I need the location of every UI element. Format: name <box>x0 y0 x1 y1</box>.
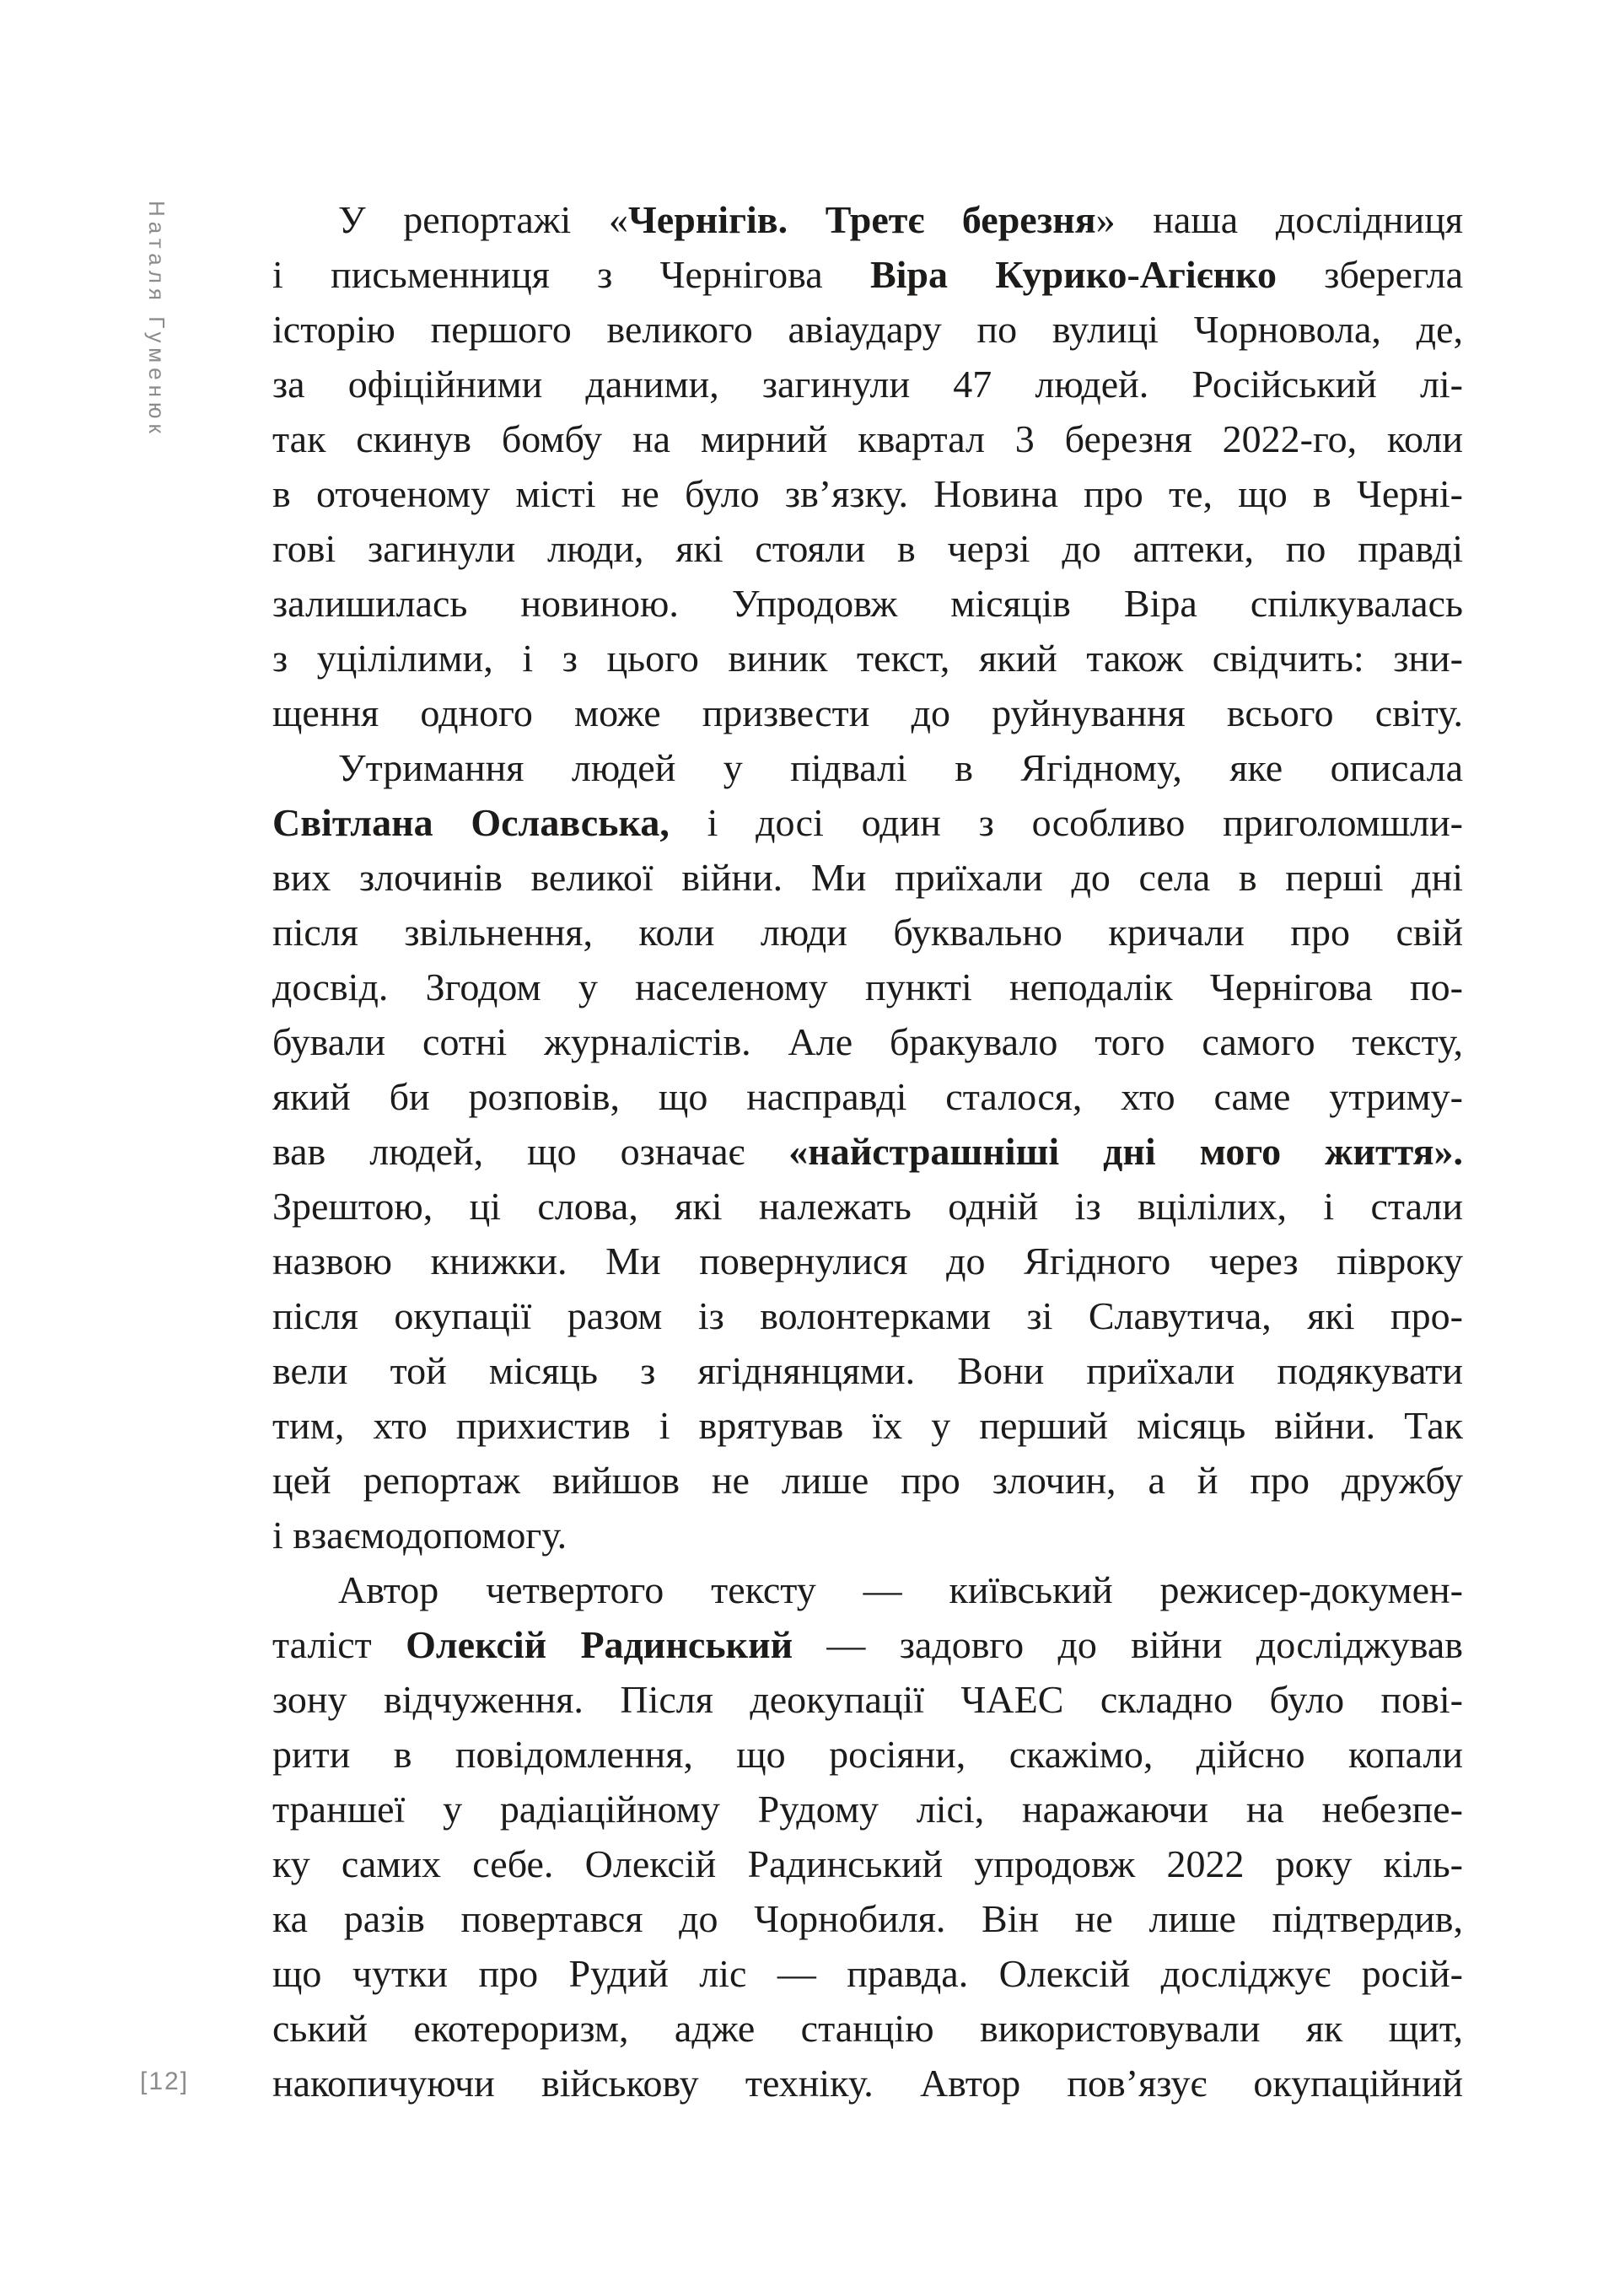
text-span: з уцілілими, і з цього виник текст, який також свідчить: зни- <box>272 637 1463 680</box>
text-line <box>272 247 1463 302</box>
text-line <box>272 686 1463 740</box>
text-span: історію першого великого авіаудару по вулиці Чорновола, де, <box>272 308 1463 351</box>
text-span: » наша дослідниця <box>1095 198 1463 241</box>
text-line <box>272 1727 1463 1782</box>
text-line <box>272 740 1463 795</box>
text-span: вав людей, що означає <box>272 1130 789 1173</box>
text-span: Автор четвертого тексту — київський режисер-докумен- <box>338 1568 1463 1611</box>
paragraph <box>272 192 1463 740</box>
bold-text: «найстрашніші дні мого життя». <box>788 1130 1463 1173</box>
text-span: назвою книжки. Ми повернулися до Ягідного через півроку <box>272 1239 1463 1282</box>
text-span: і досі один з особливо приголомшли- <box>669 801 1464 844</box>
text-span: зону відчуження. Після деокупації ЧАЕС складно було пові- <box>272 1678 1463 1721</box>
text-span: рити в повідомлення, що росіяни, скажімо, дійсно копали <box>272 1733 1463 1776</box>
text-line <box>272 521 1463 576</box>
bold-text: Світлана Ославська, <box>272 801 670 844</box>
text-span: траншеї у радіаційному Рудому лісі, наражаючи на небезпе- <box>272 1788 1463 1831</box>
text-line <box>272 1343 1463 1398</box>
text-span: — задовго до війни досліджував <box>793 1623 1463 1666</box>
text-line <box>272 1617 1463 1672</box>
text-span: що чутки про Рудий ліс — правда. Олексій досліджує росій- <box>272 1952 1463 1995</box>
text-span: У репортажі « <box>338 198 629 241</box>
text-line <box>272 411 1463 466</box>
text-span: зберегла <box>1276 253 1463 296</box>
text-span: вих злочинів великої війни. Ми приїхали до села в перші дні <box>272 856 1463 899</box>
text-span: тим, хто прихистив і врятував їх у перший місяць війни. Так <box>272 1404 1463 1447</box>
body-text <box>272 192 1463 2110</box>
bold-text: Віра Курико-Агієнко <box>869 253 1277 296</box>
text-span: і письменниця з Чернігова <box>272 253 870 296</box>
text-span: який би розповів, що насправді сталося, хто саме утриму- <box>272 1075 1463 1118</box>
text-line <box>272 1508 1463 1562</box>
text-span: і взаємодопомогу. <box>272 1514 567 1557</box>
page-number: [12] <box>140 2067 190 2095</box>
text-line <box>272 2001 1463 2056</box>
text-line <box>272 1398 1463 1453</box>
text-span: в оточеному місті не було зв’язку. Новина про те, що в Черні- <box>272 472 1463 515</box>
text-line <box>272 576 1463 631</box>
text-line <box>272 631 1463 686</box>
text-span: бували сотні журналістів. Але бракувало того самого тексту, <box>272 1020 1463 1063</box>
text-line <box>272 1562 1463 1617</box>
text-line <box>272 357 1463 411</box>
bold-text: Олексій Радинський <box>406 1623 793 1666</box>
text-span: так скинув бомбу на мирний квартал 3 березня 2022-го, коли <box>272 417 1463 460</box>
text-span: щення одного може призвести до руйнування всього світу. <box>272 691 1463 734</box>
text-line <box>272 302 1463 357</box>
text-line <box>272 960 1463 1014</box>
bold-text: Чернігів. Третє березня <box>628 198 1096 241</box>
text-span: Утримання людей у підвалі в Ягідному, яке описала <box>338 746 1463 789</box>
text-line <box>272 1014 1463 1069</box>
text-line <box>272 1069 1463 1124</box>
text-line <box>272 1891 1463 1946</box>
text-span: вели той місяць з ягіднянцями. Вони приїхали подякувати <box>272 1349 1463 1392</box>
text-span: після окупації разом із волонтерками зі Славутича, які про- <box>272 1294 1463 1337</box>
author-sidebar-label: Наталя Гуменюк <box>144 201 169 438</box>
text-line <box>272 1124 1463 1179</box>
text-span: накопичуючи військову техніку. Автор пов’язує окупаційний <box>272 2062 1463 2105</box>
text-line <box>272 1453 1463 1508</box>
text-line <box>272 1288 1463 1343</box>
text-line <box>272 1672 1463 1727</box>
text-span: ку самих себе. Олексій Радинський упродовж 2022 року кіль- <box>272 1842 1463 1885</box>
text-span: досвід. Згодом у населеному пункті неподалік Чернігова по- <box>272 965 1463 1008</box>
paragraph <box>272 740 1463 1562</box>
text-line <box>272 905 1463 960</box>
text-span: таліст <box>272 1623 406 1666</box>
paragraph <box>272 1562 1463 2110</box>
text-span: гові загинули люди, які стояли в черзі до аптеки, по правді <box>272 527 1463 570</box>
text-line <box>272 2056 1463 2110</box>
text-span: ка разів повертався до Чорнобиля. Він не лише підтвердив, <box>272 1897 1463 1940</box>
text-line <box>272 466 1463 521</box>
text-span: цей репортаж вийшов не лише про злочин, а й про дружбу <box>272 1459 1463 1502</box>
text-line <box>272 1946 1463 2001</box>
text-line <box>272 1179 1463 1234</box>
text-span: за офіційними даними, загинули 47 людей. Російський лі- <box>272 363 1463 406</box>
text-line <box>272 1782 1463 1836</box>
text-span: після звільнення, коли люди буквально кричали про свій <box>272 911 1463 954</box>
text-line <box>272 795 1463 850</box>
text-line <box>272 850 1463 905</box>
text-span: ський екотероризм, адже станцію використовували як щит, <box>272 2007 1463 2050</box>
text-line <box>272 1836 1463 1891</box>
text-line <box>272 192 1463 247</box>
text-span: залишилась новиною. Упродовж місяців Віра спілкувалась <box>272 582 1463 625</box>
text-line <box>272 1234 1463 1288</box>
text-span: Зрештою, ці слова, які належать одній із вцілілих, і стали <box>272 1185 1463 1228</box>
